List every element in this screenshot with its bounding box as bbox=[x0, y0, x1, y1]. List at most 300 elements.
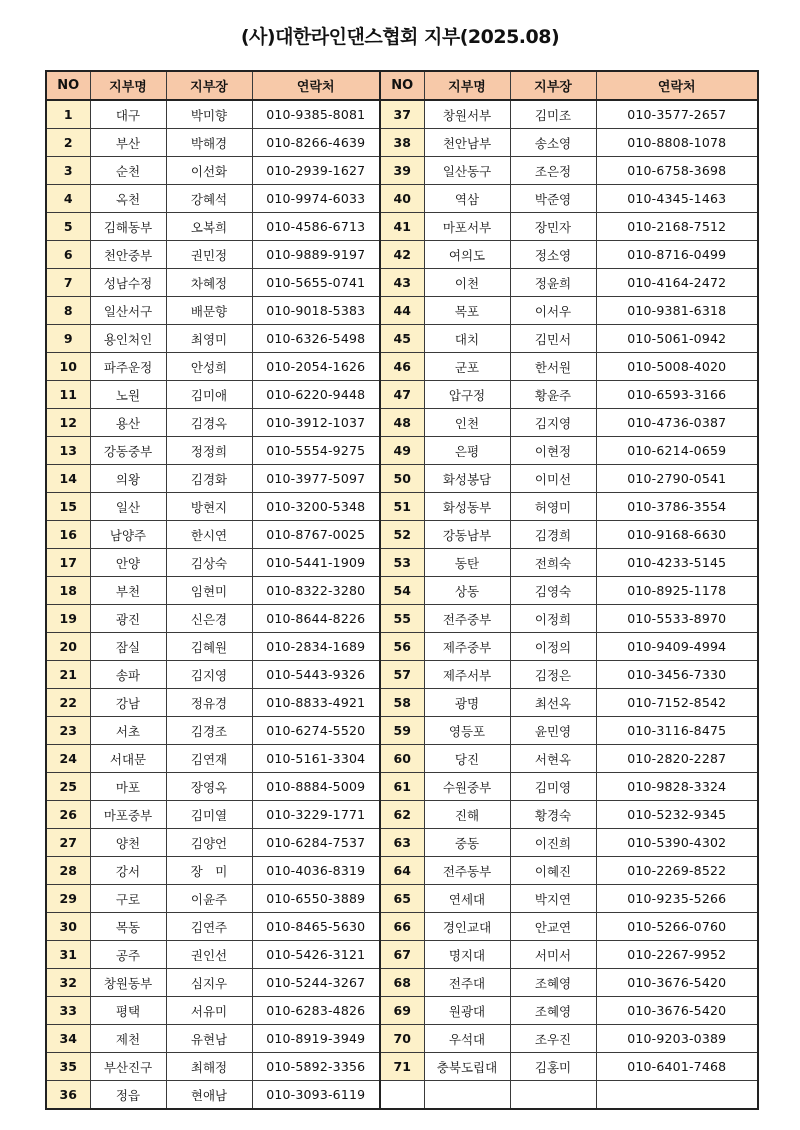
branch-phone: 010-6758-3698 bbox=[596, 157, 758, 185]
branch-no bbox=[380, 1081, 424, 1110]
branch-no: 29 bbox=[46, 885, 90, 913]
branch-no: 21 bbox=[46, 661, 90, 689]
branch-phone: 010-8925-1178 bbox=[596, 577, 758, 605]
branch-name: 부산 bbox=[90, 129, 166, 157]
branch-phone: 010-3676-5420 bbox=[596, 969, 758, 997]
branch-name: 창원서부 bbox=[424, 100, 510, 129]
branch-no: 60 bbox=[380, 745, 424, 773]
branch-phone: 010-9974-6033 bbox=[252, 185, 380, 213]
branch-name: 경인교대 bbox=[424, 913, 510, 941]
table-row bbox=[46, 129, 758, 157]
branch-phone: 010-2168-7512 bbox=[596, 213, 758, 241]
branch-phone: 010-6326-5498 bbox=[252, 325, 380, 353]
branch-leader: 배문향 bbox=[166, 297, 252, 325]
branch-no: 4 bbox=[46, 185, 90, 213]
branch-no: 24 bbox=[46, 745, 90, 773]
branch-name: 압구정 bbox=[424, 381, 510, 409]
branch-phone: 010-2790-0541 bbox=[596, 465, 758, 493]
branch-leader: 이정희 bbox=[510, 605, 596, 633]
branch-leader: 김홍미 bbox=[510, 1053, 596, 1081]
branch-phone: 010-9203-0389 bbox=[596, 1025, 758, 1053]
branch-phone: 010-5161-3304 bbox=[252, 745, 380, 773]
branch-phone: 010-2939-1627 bbox=[252, 157, 380, 185]
branch-name: 성남수정 bbox=[90, 269, 166, 297]
branch-leader: 황경숙 bbox=[510, 801, 596, 829]
branch-no: 26 bbox=[46, 801, 90, 829]
branch-name: 노원 bbox=[90, 381, 166, 409]
branch-leader: 조혜영 bbox=[510, 969, 596, 997]
branch-leader: 김미열 bbox=[166, 801, 252, 829]
branch-name: 송파 bbox=[90, 661, 166, 689]
branch-phone: 010-8266-4639 bbox=[252, 129, 380, 157]
table-row bbox=[46, 1025, 758, 1053]
branch-leader: 김경화 bbox=[166, 465, 252, 493]
table-row bbox=[46, 857, 758, 885]
branch-leader: 방현지 bbox=[166, 493, 252, 521]
table-row bbox=[46, 465, 758, 493]
branch-no: 14 bbox=[46, 465, 90, 493]
branch-leader: 김경옥 bbox=[166, 409, 252, 437]
header-contact: 연락처 bbox=[252, 71, 380, 100]
branch-no: 34 bbox=[46, 1025, 90, 1053]
table-row bbox=[46, 773, 758, 801]
branch-leader: 심지우 bbox=[166, 969, 252, 997]
branch-name: 화성봉담 bbox=[424, 465, 510, 493]
branch-leader: 윤민영 bbox=[510, 717, 596, 745]
branch-name: 연세대 bbox=[424, 885, 510, 913]
branch-phone: 010-3577-2657 bbox=[596, 100, 758, 129]
branch-leader: 이윤주 bbox=[166, 885, 252, 913]
branch-phone: 010-5426-3121 bbox=[252, 941, 380, 969]
branch-phone: 010-4233-5145 bbox=[596, 549, 758, 577]
branch-phone: 010-9235-5266 bbox=[596, 885, 758, 913]
branch-no: 55 bbox=[380, 605, 424, 633]
branch-no: 57 bbox=[380, 661, 424, 689]
branch-no: 47 bbox=[380, 381, 424, 409]
branch-leader: 박지연 bbox=[510, 885, 596, 913]
branch-name: 마포 bbox=[90, 773, 166, 801]
table-row bbox=[46, 297, 758, 325]
branch-leader: 장영옥 bbox=[166, 773, 252, 801]
table-row bbox=[46, 409, 758, 437]
branch-name: 일산서구 bbox=[90, 297, 166, 325]
branch-name: 제주중부 bbox=[424, 633, 510, 661]
branch-no: 18 bbox=[46, 577, 90, 605]
branch-phone: 010-6214-0659 bbox=[596, 437, 758, 465]
branch-phone: 010-5244-3267 bbox=[252, 969, 380, 997]
branch-phone: 010-2054-1626 bbox=[252, 353, 380, 381]
branch-no: 49 bbox=[380, 437, 424, 465]
branch-phone: 010-4345-1463 bbox=[596, 185, 758, 213]
table-row bbox=[46, 1053, 758, 1081]
table-row bbox=[46, 885, 758, 913]
table-row bbox=[46, 493, 758, 521]
branch-leader: 김민서 bbox=[510, 325, 596, 353]
branch-name bbox=[424, 1081, 510, 1110]
branch-leader: 조은정 bbox=[510, 157, 596, 185]
branch-no: 45 bbox=[380, 325, 424, 353]
table-row bbox=[46, 157, 758, 185]
branch-phone: 010-2269-8522 bbox=[596, 857, 758, 885]
branch-leader: 김경조 bbox=[166, 717, 252, 745]
branch-no: 31 bbox=[46, 941, 90, 969]
branch-phone: 010-6283-4826 bbox=[252, 997, 380, 1025]
branch-leader: 박미향 bbox=[166, 100, 252, 129]
branch-no: 32 bbox=[46, 969, 90, 997]
branch-leader: 정윤희 bbox=[510, 269, 596, 297]
table-row bbox=[46, 100, 758, 129]
table-row bbox=[46, 213, 758, 241]
branch-leader: 김미영 bbox=[510, 773, 596, 801]
branch-name: 대구 bbox=[90, 100, 166, 129]
branch-phone: 010-5266-0760 bbox=[596, 913, 758, 941]
branch-phone: 010-8644-8226 bbox=[252, 605, 380, 633]
branch-leader: 김양언 bbox=[166, 829, 252, 857]
branch-leader: 장민자 bbox=[510, 213, 596, 241]
branch-phone: 010-3200-5348 bbox=[252, 493, 380, 521]
branch-name: 마포중부 bbox=[90, 801, 166, 829]
branch-phone: 010-8716-0499 bbox=[596, 241, 758, 269]
branch-leader: 서현옥 bbox=[510, 745, 596, 773]
branch-leader: 권인선 bbox=[166, 941, 252, 969]
branch-leader: 안교연 bbox=[510, 913, 596, 941]
branch-leader: 정소영 bbox=[510, 241, 596, 269]
branch-name: 천안중부 bbox=[90, 241, 166, 269]
branch-no: 7 bbox=[46, 269, 90, 297]
table-row bbox=[46, 717, 758, 745]
branch-name: 옥천 bbox=[90, 185, 166, 213]
branch-name: 영등포 bbox=[424, 717, 510, 745]
branch-phone: 010-5232-9345 bbox=[596, 801, 758, 829]
table-row bbox=[46, 437, 758, 465]
branch-leader: 조우진 bbox=[510, 1025, 596, 1053]
branch-phone: 010-8322-3280 bbox=[252, 577, 380, 605]
branch-leader: 장 미 bbox=[166, 857, 252, 885]
branch-no: 44 bbox=[380, 297, 424, 325]
branch-phone: 010-9168-6630 bbox=[596, 521, 758, 549]
branch-phone: 010-4164-2472 bbox=[596, 269, 758, 297]
branch-phone: 010-4036-8319 bbox=[252, 857, 380, 885]
branch-name: 서초 bbox=[90, 717, 166, 745]
branch-name: 파주운정 bbox=[90, 353, 166, 381]
branch-no: 28 bbox=[46, 857, 90, 885]
branch-leader: 김경희 bbox=[510, 521, 596, 549]
table-row bbox=[46, 1081, 758, 1110]
header-leader: 지부장 bbox=[510, 71, 596, 100]
branch-no: 19 bbox=[46, 605, 90, 633]
branch-no: 64 bbox=[380, 857, 424, 885]
branch-leader: 서유미 bbox=[166, 997, 252, 1025]
branch-no: 5 bbox=[46, 213, 90, 241]
branch-no: 20 bbox=[46, 633, 90, 661]
branch-leader: 김미애 bbox=[166, 381, 252, 409]
branch-leader: 김지영 bbox=[510, 409, 596, 437]
branch-no: 8 bbox=[46, 297, 90, 325]
branch-name: 대치 bbox=[424, 325, 510, 353]
branch-leader: 김영숙 bbox=[510, 577, 596, 605]
branch-phone: 010-5008-4020 bbox=[596, 353, 758, 381]
branch-leader: 안성희 bbox=[166, 353, 252, 381]
branch-name: 김해동부 bbox=[90, 213, 166, 241]
branch-name: 창원동부 bbox=[90, 969, 166, 997]
branch-name: 공주 bbox=[90, 941, 166, 969]
branch-no: 27 bbox=[46, 829, 90, 857]
branch-name: 인천 bbox=[424, 409, 510, 437]
branch-name: 상동 bbox=[424, 577, 510, 605]
branch-phone: 010-9828-3324 bbox=[596, 773, 758, 801]
branch-leader: 이현정 bbox=[510, 437, 596, 465]
branch-name: 강동남부 bbox=[424, 521, 510, 549]
branch-phone: 010-2834-1689 bbox=[252, 633, 380, 661]
branch-name: 여의도 bbox=[424, 241, 510, 269]
branch-phone: 010-9409-4994 bbox=[596, 633, 758, 661]
branch-name: 중동 bbox=[424, 829, 510, 857]
branch-no: 6 bbox=[46, 241, 90, 269]
branch-no: 53 bbox=[380, 549, 424, 577]
branch-phone: 010-5533-8970 bbox=[596, 605, 758, 633]
branch-leader: 권민정 bbox=[166, 241, 252, 269]
branch-leader: 이선화 bbox=[166, 157, 252, 185]
branch-name: 의왕 bbox=[90, 465, 166, 493]
branch-name: 강서 bbox=[90, 857, 166, 885]
table-row bbox=[46, 185, 758, 213]
branch-name: 동탄 bbox=[424, 549, 510, 577]
branch-name: 광진 bbox=[90, 605, 166, 633]
table-row bbox=[46, 381, 758, 409]
branch-phone: 010-4586-6713 bbox=[252, 213, 380, 241]
branch-phone: 010-3229-1771 bbox=[252, 801, 380, 829]
branch-phone: 010-7152-8542 bbox=[596, 689, 758, 717]
branch-phone: 010-3786-3554 bbox=[596, 493, 758, 521]
branch-no: 59 bbox=[380, 717, 424, 745]
branch-leader: 박해경 bbox=[166, 129, 252, 157]
branch-phone: 010-3456-7330 bbox=[596, 661, 758, 689]
table-row bbox=[46, 605, 758, 633]
branch-no: 23 bbox=[46, 717, 90, 745]
branch-no: 25 bbox=[46, 773, 90, 801]
branch-no: 68 bbox=[380, 969, 424, 997]
branch-phone: 010-3093-6119 bbox=[252, 1081, 380, 1110]
table-row bbox=[46, 829, 758, 857]
branch-no: 43 bbox=[380, 269, 424, 297]
page-title: (사)대한라인댄스협회 지부(2025.08) bbox=[240, 26, 560, 48]
branch-name: 잠실 bbox=[90, 633, 166, 661]
branch-leader: 조혜영 bbox=[510, 997, 596, 1025]
branch-no: 9 bbox=[46, 325, 90, 353]
branch-no: 52 bbox=[380, 521, 424, 549]
branch-leader: 이정의 bbox=[510, 633, 596, 661]
branch-name: 남양주 bbox=[90, 521, 166, 549]
branch-leader: 김연재 bbox=[166, 745, 252, 773]
branch-no: 33 bbox=[46, 997, 90, 1025]
branch-phone: 010-8833-4921 bbox=[252, 689, 380, 717]
branch-name: 진해 bbox=[424, 801, 510, 829]
branch-phone: 010-4736-0387 bbox=[596, 409, 758, 437]
branch-no: 41 bbox=[380, 213, 424, 241]
branch-phone: 010-9381-6318 bbox=[596, 297, 758, 325]
branch-no: 13 bbox=[46, 437, 90, 465]
table-row bbox=[46, 969, 758, 997]
branch-leader: 신은경 bbox=[166, 605, 252, 633]
branch-leader: 전희숙 bbox=[510, 549, 596, 577]
branch-leader: 강혜석 bbox=[166, 185, 252, 213]
branch-name: 일산동구 bbox=[424, 157, 510, 185]
branch-leader: 김정은 bbox=[510, 661, 596, 689]
branch-name: 명지대 bbox=[424, 941, 510, 969]
branch-name: 마포서부 bbox=[424, 213, 510, 241]
branch-no: 3 bbox=[46, 157, 90, 185]
branch-leader: 정유경 bbox=[166, 689, 252, 717]
branch-phone: 010-9018-5383 bbox=[252, 297, 380, 325]
branch-phone: 010-6401-7468 bbox=[596, 1053, 758, 1081]
branch-no: 11 bbox=[46, 381, 90, 409]
branch-leader: 한서원 bbox=[510, 353, 596, 381]
branch-leader: 정정희 bbox=[166, 437, 252, 465]
branch-name: 우석대 bbox=[424, 1025, 510, 1053]
branch-phone: 010-5892-3356 bbox=[252, 1053, 380, 1081]
branch-leader: 최해정 bbox=[166, 1053, 252, 1081]
branch-name: 용산 bbox=[90, 409, 166, 437]
branch-no: 50 bbox=[380, 465, 424, 493]
table-row bbox=[46, 633, 758, 661]
branch-name: 일산 bbox=[90, 493, 166, 521]
branch-name: 제천 bbox=[90, 1025, 166, 1053]
branch-leader: 허영미 bbox=[510, 493, 596, 521]
branch-no: 39 bbox=[380, 157, 424, 185]
branch-name: 제주서부 bbox=[424, 661, 510, 689]
table-row bbox=[46, 241, 758, 269]
branch-name: 서대문 bbox=[90, 745, 166, 773]
branch-leader: 오복희 bbox=[166, 213, 252, 241]
branch-phone: 010-8465-5630 bbox=[252, 913, 380, 941]
branch-name: 용인처인 bbox=[90, 325, 166, 353]
branch-name: 목포 bbox=[424, 297, 510, 325]
branch-name: 전주동부 bbox=[424, 857, 510, 885]
table-row bbox=[46, 577, 758, 605]
branch-no: 16 bbox=[46, 521, 90, 549]
branch-phone: 010-6284-7537 bbox=[252, 829, 380, 857]
header-branch: 지부명 bbox=[90, 71, 166, 100]
header-contact: 연락처 bbox=[596, 71, 758, 100]
branch-no: 2 bbox=[46, 129, 90, 157]
branch-name: 수원중부 bbox=[424, 773, 510, 801]
branch-no: 22 bbox=[46, 689, 90, 717]
branch-phone: 010-8808-1078 bbox=[596, 129, 758, 157]
branch-name: 당진 bbox=[424, 745, 510, 773]
table-row bbox=[46, 353, 758, 381]
branch-phone: 010-5441-1909 bbox=[252, 549, 380, 577]
branch-phone: 010-3977-5097 bbox=[252, 465, 380, 493]
branch-phone: 010-5390-4302 bbox=[596, 829, 758, 857]
branch-no: 67 bbox=[380, 941, 424, 969]
branch-no: 42 bbox=[380, 241, 424, 269]
table-row bbox=[46, 689, 758, 717]
branch-name: 강남 bbox=[90, 689, 166, 717]
branch-phone: 010-3116-8475 bbox=[596, 717, 758, 745]
table-row bbox=[46, 745, 758, 773]
branch-leader: 차혜정 bbox=[166, 269, 252, 297]
table-row bbox=[46, 521, 758, 549]
branch-phone: 010-2267-9952 bbox=[596, 941, 758, 969]
branch-name: 충북도립대 bbox=[424, 1053, 510, 1081]
table-header-row bbox=[46, 71, 758, 100]
branch-leader: 유현남 bbox=[166, 1025, 252, 1053]
branch-name: 천안남부 bbox=[424, 129, 510, 157]
branch-phone: 010-8919-3949 bbox=[252, 1025, 380, 1053]
branch-leader: 김미조 bbox=[510, 100, 596, 129]
branch-name: 안양 bbox=[90, 549, 166, 577]
branch-name: 화성동부 bbox=[424, 493, 510, 521]
branch-no: 70 bbox=[380, 1025, 424, 1053]
branch-name: 구로 bbox=[90, 885, 166, 913]
branch-leader bbox=[510, 1081, 596, 1110]
table-row bbox=[46, 941, 758, 969]
branch-phone bbox=[596, 1081, 758, 1110]
branch-leader: 김상숙 bbox=[166, 549, 252, 577]
branch-no: 63 bbox=[380, 829, 424, 857]
branch-phone: 010-6550-3889 bbox=[252, 885, 380, 913]
table-row bbox=[46, 325, 758, 353]
branch-phone: 010-6220-9448 bbox=[252, 381, 380, 409]
branch-phone: 010-9889-9197 bbox=[252, 241, 380, 269]
branch-name: 은평 bbox=[424, 437, 510, 465]
branch-name: 부산진구 bbox=[90, 1053, 166, 1081]
branch-leader: 서미서 bbox=[510, 941, 596, 969]
branch-name: 강동중부 bbox=[90, 437, 166, 465]
branch-phone: 010-8767-0025 bbox=[252, 521, 380, 549]
branch-no: 37 bbox=[380, 100, 424, 129]
branch-no: 15 bbox=[46, 493, 90, 521]
branch-no: 51 bbox=[380, 493, 424, 521]
branch-name: 전주중부 bbox=[424, 605, 510, 633]
table-row bbox=[46, 913, 758, 941]
branch-no: 65 bbox=[380, 885, 424, 913]
branch-leader: 김혜원 bbox=[166, 633, 252, 661]
branch-no: 66 bbox=[380, 913, 424, 941]
branch-name: 양천 bbox=[90, 829, 166, 857]
branch-leader: 김연주 bbox=[166, 913, 252, 941]
branch-name: 이천 bbox=[424, 269, 510, 297]
branch-no: 38 bbox=[380, 129, 424, 157]
branch-name: 부천 bbox=[90, 577, 166, 605]
branch-leader: 박준영 bbox=[510, 185, 596, 213]
branch-name: 목동 bbox=[90, 913, 166, 941]
branch-no: 10 bbox=[46, 353, 90, 381]
branch-no: 58 bbox=[380, 689, 424, 717]
table-row bbox=[46, 269, 758, 297]
table-row bbox=[46, 549, 758, 577]
branch-leader: 이혜진 bbox=[510, 857, 596, 885]
branch-no: 46 bbox=[380, 353, 424, 381]
branch-no: 30 bbox=[46, 913, 90, 941]
branch-name: 군포 bbox=[424, 353, 510, 381]
table-row bbox=[46, 661, 758, 689]
branch-no: 54 bbox=[380, 577, 424, 605]
branch-name: 순천 bbox=[90, 157, 166, 185]
branch-no: 71 bbox=[380, 1053, 424, 1081]
header-branch: 지부명 bbox=[424, 71, 510, 100]
branch-name: 전주대 bbox=[424, 969, 510, 997]
header-no: NO bbox=[46, 71, 90, 100]
header-no: NO bbox=[380, 71, 424, 100]
table-row bbox=[46, 997, 758, 1025]
branch-leader: 최영미 bbox=[166, 325, 252, 353]
branch-name: 평택 bbox=[90, 997, 166, 1025]
branch-no: 12 bbox=[46, 409, 90, 437]
branch-leader: 임현미 bbox=[166, 577, 252, 605]
branch-leader: 최선옥 bbox=[510, 689, 596, 717]
branch-no: 17 bbox=[46, 549, 90, 577]
